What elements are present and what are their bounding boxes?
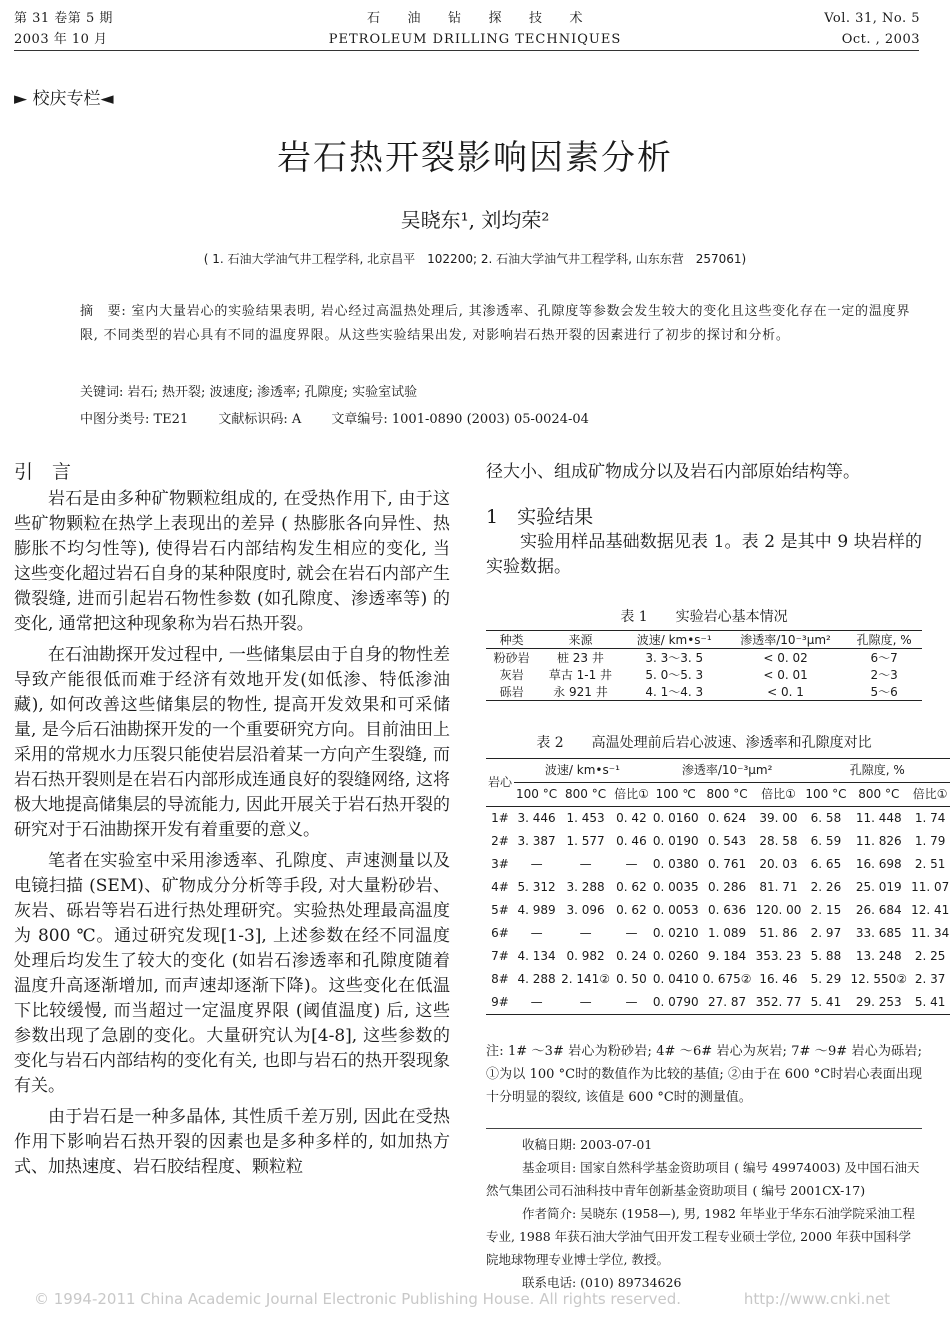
table-row (486, 899, 950, 922)
table2-caption: 表 2 高温处理前后岩心波速、渗透率和孔隙度对比 (536, 735, 872, 751)
table-cell: 39. 00 (759, 811, 798, 825)
abstract-label: 摘 要: (80, 304, 127, 319)
table-cell: 11. 448 (855, 811, 902, 825)
table-row (486, 876, 950, 899)
table-cell: 7# (491, 949, 509, 963)
left-column (14, 460, 450, 1180)
table-cell: 5. 41 (914, 995, 946, 1009)
table-cell: 16. 698 (855, 857, 902, 871)
table-cell: 28. 58 (759, 834, 798, 848)
table1-header-row (486, 631, 922, 649)
table-cell: 26. 684 (855, 903, 902, 917)
table-cell: 5. 88 (810, 949, 842, 963)
table-cell: 16. 46 (759, 972, 798, 986)
table-cell: — (579, 926, 592, 940)
table-cell: 2. 97 (810, 926, 842, 940)
table1 (486, 630, 922, 701)
table-cell: — (530, 926, 543, 940)
table-cell: 120. 00 (755, 903, 802, 917)
table1-header: 来源 (568, 633, 593, 647)
table-cell: < 0. 02 (763, 650, 808, 665)
header-date-en: Oct. , 2003 (841, 32, 920, 47)
table-cell: 6. 58 (810, 811, 842, 825)
table-cell: 3. 288 (566, 880, 605, 894)
table-cell: 0. 0210 (652, 926, 699, 940)
table2-body (486, 807, 950, 1015)
table-cell: 4. 1～4. 3 (645, 685, 704, 699)
header-vol-en: Vol. 31, No. 5 (824, 11, 920, 26)
table-cell: — (579, 857, 592, 871)
table2-group-header: 波速/ km•s⁻¹ (514, 759, 651, 783)
table-cell: 0. 0790 (652, 995, 699, 1009)
table-cell: 0. 636 (708, 903, 747, 917)
table-cell: 2. 25 (914, 949, 946, 963)
continuation-text: 径大小、组成矿物成分以及岩石内部原始结构等。 (486, 462, 860, 482)
table-cell: 桩 23 井 (556, 651, 604, 665)
table-cell: 0. 761 (708, 857, 747, 871)
table-cell: 5# (491, 903, 509, 917)
table-cell: 0. 0380 (652, 857, 699, 871)
table-cell: 1. 79 (914, 834, 946, 848)
table-cell: 0. 50 (616, 972, 647, 986)
table-cell: 0. 0160 (652, 811, 699, 825)
table-row (486, 922, 950, 945)
table2-group-header: 渗透率/10⁻³μm² (651, 759, 804, 783)
table1-header: 渗透率/10⁻³μm² (740, 633, 831, 647)
table-cell: 0. 982 (566, 949, 605, 963)
table-cell: — (530, 995, 543, 1009)
table-cell: 6# (491, 926, 509, 940)
table-cell: 81. 71 (759, 880, 798, 894)
table-cell: 0. 624 (708, 811, 747, 825)
table-row (486, 807, 950, 831)
table-cell: 9. 184 (708, 949, 747, 963)
table-cell: — (530, 857, 543, 871)
table2 (486, 758, 950, 1015)
table-cell: 1# (491, 811, 509, 825)
intro-heading: 引 言 (14, 461, 72, 483)
table-cell: 6～7 (870, 651, 898, 665)
table2-subheader: 倍比① (761, 787, 796, 801)
table-cell: 5. 41 (810, 995, 842, 1009)
table-cell: 0. 0260 (652, 949, 699, 963)
table-cell: 27. 87 (708, 995, 747, 1009)
table-cell: 0. 62 (616, 880, 647, 894)
author-bio: 作者简介: 吴晓东 (1958—), 男, 1982 年毕业于华东石油学院采油工程专业, 1988 年获石油大学油气田开发工程专业硕士学位, 2000 年获中国科学院地球物理专业博士学位, 教授。 (486, 1206, 915, 1267)
table2-group-header: 孔隙度, % (803, 759, 950, 783)
article-authors: 吴晓东¹, 刘均荣² (400, 208, 550, 232)
table2-subheader: 100 °C (516, 787, 558, 801)
article-title: 岩石热开裂影响因素分析 (277, 138, 673, 178)
table2-subheader: 800 °C (858, 787, 900, 801)
table-cell: 0. 24 (616, 949, 647, 963)
table-cell: 20. 03 (759, 857, 798, 871)
table-cell: 5～6 (870, 685, 898, 699)
intro-paragraph-1: 岩石是由多种矿物颗粒组成的, 在受热作用下, 由于这些矿物颗粒在热学上表现出的差异 ( 热膨胀各向异性、热膨胀不均匀性等), 使得岩石内部结构发生相应的变化, 当这些变化超过岩石自身的某种限度时, 就会在岩石内部产生微裂缝, 进而引起岩石物性参数 (如孔隙度、渗透率等) 的变化, 通常把这种现象称为岩石热开裂。 (14, 489, 450, 634)
right-column (486, 460, 922, 580)
table2-row-header: 岩心 (486, 759, 514, 807)
table2-subheader: 倍比① (614, 787, 649, 801)
table-cell: < 0. 1 (767, 684, 804, 699)
table-cell: 6. 59 (810, 834, 842, 848)
table-cell: 1. 74 (914, 811, 946, 825)
table-cell: 29. 253 (855, 995, 902, 1009)
contact-phone: 联系电话: (010) 89734626 (522, 1275, 682, 1290)
table-cell: 5. 312 (517, 880, 556, 894)
header-date: 2003 年 10 月 (14, 32, 108, 47)
table-cell: 1. 453 (566, 811, 605, 825)
table-row (486, 649, 922, 667)
table2-subheader: 100 ℃ (655, 787, 696, 801)
table2-subheader: 100 °C (805, 787, 847, 801)
table-cell: 永 921 井 (553, 685, 608, 699)
table-cell: 2# (491, 834, 509, 848)
table-cell: 33. 685 (855, 926, 902, 940)
table-row (486, 968, 950, 991)
copyright-watermark: © 1994-2011 China Academic Journal Electronic Publishing House. All rights reserved. (34, 1290, 682, 1308)
cnki-url-watermark: http://www.cnki.net (743, 1290, 890, 1308)
table2-note: 注: 1# ～3# 岩心为粉砂岩; 4# ～6# 岩心为灰岩; 7# ～9# 岩心为砾岩; ①为以 100 °C时的数值作为比较的基值; ②由于在 600 °C时岩心表面出现十分明显的裂纹, 该值是 600 °C时的测量值。 (486, 1044, 922, 1105)
table2-group-row (486, 759, 950, 783)
table-cell: 3# (491, 857, 509, 871)
table-cell: 0. 46 (616, 834, 647, 848)
table-cell: 灰岩 (499, 668, 524, 682)
table-cell: 13. 248 (855, 949, 902, 963)
table-cell: 4. 288 (517, 972, 556, 986)
author-affiliation: ( 1. 石油大学油气井工程学科, 北京昌平 102200; 2. 石油大学油气井工程学科, 山东东营 257061) (203, 252, 747, 266)
table-cell: 25. 019 (855, 880, 902, 894)
table2-subheader: 800 °C (565, 787, 607, 801)
footnote-rule (486, 1128, 922, 1129)
results-paragraph: 实验用样品基础数据见表 1。表 2 是其中 9 块岩样的实验数据。 (486, 532, 922, 577)
table-cell: 0. 0410 (652, 972, 699, 986)
table1-header: 波速/ km•s⁻¹ (636, 633, 712, 647)
journal-name-en: PETROLEUM DRILLING TECHNIQUES (328, 32, 622, 47)
table-row (486, 830, 950, 853)
header-rule (14, 50, 919, 51)
header-volume-issue: 第 31 卷第 5 期 (14, 11, 113, 26)
keywords: 关键词: 岩石; 热开裂; 波速度; 渗透率; 孔隙度; 实验室试验 (80, 385, 418, 400)
footnotes (486, 1133, 922, 1294)
table1-caption: 表 1 实验岩心基本情况 (620, 609, 788, 625)
table-cell: 2～3 (870, 668, 898, 682)
table-cell: 0. 286 (708, 880, 747, 894)
table-cell: 5. 0～5. 3 (645, 668, 704, 682)
table-cell: 4. 134 (517, 949, 556, 963)
section-tag: ► 校庆专栏◄ (14, 89, 114, 109)
table-cell: — (625, 926, 638, 940)
table-cell: 8# (491, 972, 509, 986)
table-cell: 0. 62 (616, 903, 647, 917)
table-cell: 草古 1-1 井 (548, 668, 613, 682)
table-cell: — (625, 995, 638, 1009)
received-date: 收稿日期: 2003-07-01 (522, 1137, 653, 1152)
table-cell: 粉砂岩 (493, 651, 530, 665)
table-cell: 0. 0053 (652, 903, 699, 917)
abstract-text: 室内大量岩心的实验结果表明, 岩心经过高温热处理后, 其渗透率、孔隙度等参数会发生较大的变化且这些变化存在一定的温度界限, 不同类型的岩心具有不同的温度界限。从这些实验结果出发, 对影响岩石热开裂的因素进行了初步的探讨和分析。 (80, 304, 911, 343)
table-row (486, 945, 950, 968)
table-cell: 1. 089 (708, 926, 747, 940)
results-heading: 1 实验结果 (486, 506, 594, 528)
classification-line: 中图分类号: TE21 文献标识码: A 文章编号: 1001-0890 (2003) 05-0024-04 (80, 412, 589, 427)
table-cell: 2. 141② (561, 972, 611, 986)
abstract (80, 300, 920, 348)
table-cell: 51. 86 (759, 926, 798, 940)
intro-paragraph-4: 由于岩石是一种多晶体, 其性质千差万别, 因此在受热作用下影响岩石热开裂的因素也是多种多样的, 如加热方式、加热速度、岩石胶结程度、颗粒粒 (14, 1107, 450, 1177)
intro-paragraph-3: 笔者在实验室中采用渗透率、孔隙度、声速测量以及电镜扫描 (SEM)、矿物成分分析等手段, 对大量粉砂岩、灰岩、砾岩等岩石进行热处理研究。实验热处理最高温度为 800 ℃。通过研究发现[1-3], 上述参数在经不同温度处理后均发生了较大的变化 (如岩石渗透率和孔隙度随着温度升高逐渐增加, 而声速却逐渐下降)。这些变化在低温下比较缓慢, 而当超过一定温度界限 (阈值温度) 后, 这些参数出现了急剧的变化。大量研究认为[4-8], 这些参数的变化与岩石内部结构的变化有关, 也即与岩石的热开裂现象有关。 (14, 851, 451, 1096)
table-cell: 352. 77 (755, 995, 802, 1009)
table-cell: 0. 0035 (652, 880, 699, 894)
table1-header: 孔隙度, % (856, 633, 912, 647)
table-cell: 2. 37 (914, 972, 946, 986)
table-cell: 0. 42 (616, 811, 647, 825)
table-cell: 0. 543 (708, 834, 747, 848)
table-cell: 353. 23 (755, 949, 802, 963)
table-cell: 0. 675② (702, 972, 752, 986)
table-cell: 3. 096 (566, 903, 605, 917)
table-cell: 2. 26 (810, 880, 842, 894)
table-cell: — (625, 857, 638, 871)
journal-name-cn: 石 油 钻 探 技 术 (366, 11, 583, 26)
table-cell: 4. 989 (517, 903, 556, 917)
table2-subheader: 倍比① (912, 787, 948, 801)
table-cell: 砾岩 (499, 685, 524, 699)
table-cell: 0. 0190 (652, 834, 699, 848)
table-cell: 4# (491, 880, 509, 894)
fund-info: 基金项目: 国家自然科学基金资助项目 ( 编号 49974003) 及中国石油天然气集团公司石油科技中青年创新基金资助项目 ( 编号 2001CX-17) (486, 1160, 920, 1198)
table-row (486, 991, 950, 1015)
table2-subheader-row (486, 783, 950, 807)
table-cell: 1. 577 (566, 834, 605, 848)
table-cell: 3. 387 (517, 834, 556, 848)
table-row (486, 683, 922, 701)
table-cell: 2. 51 (914, 857, 946, 871)
table-cell: 9# (491, 995, 509, 1009)
table2-subheader: 800 °C (706, 787, 748, 801)
table-cell: 3. 3～3. 5 (645, 651, 704, 665)
table-cell: 12. 41 (911, 903, 950, 917)
table-cell: 6. 65 (810, 857, 842, 871)
table-cell: 11. 07 (911, 880, 950, 894)
table-cell: 2. 15 (810, 903, 842, 917)
table-row (486, 666, 922, 683)
table-row (486, 853, 950, 876)
table-cell: < 0. 01 (763, 667, 808, 682)
table-cell: 5. 29 (810, 972, 842, 986)
intro-paragraph-2: 在石油勘探开发过程中, 一些储集层由于自身的物性差导致产能很低而难于经济有效地开发(如低渗、特低渗油藏), 如何改善这些储集层的物性, 提高开发效果和可采储量, 是今后石油勘探开发的一个重要研究方向。目前油田上采用的常规水力压裂只能使岩层沿着某一方向产生裂缝, 而岩石热开裂则是在岩石内部形成连通良好的裂缝网络, 这将极大地提高储集层的导流能力, 因此开展关于岩石热开裂的研究对于石油勘探开发有着重要的意义。 (14, 645, 450, 840)
table-cell: 11. 34 (911, 926, 950, 940)
table1-header: 种类 (499, 633, 524, 647)
table-cell: 3. 446 (517, 811, 556, 825)
table-cell: 11. 826 (855, 834, 902, 848)
table-cell: — (579, 995, 592, 1009)
table-cell: 12. 550② (850, 972, 908, 986)
